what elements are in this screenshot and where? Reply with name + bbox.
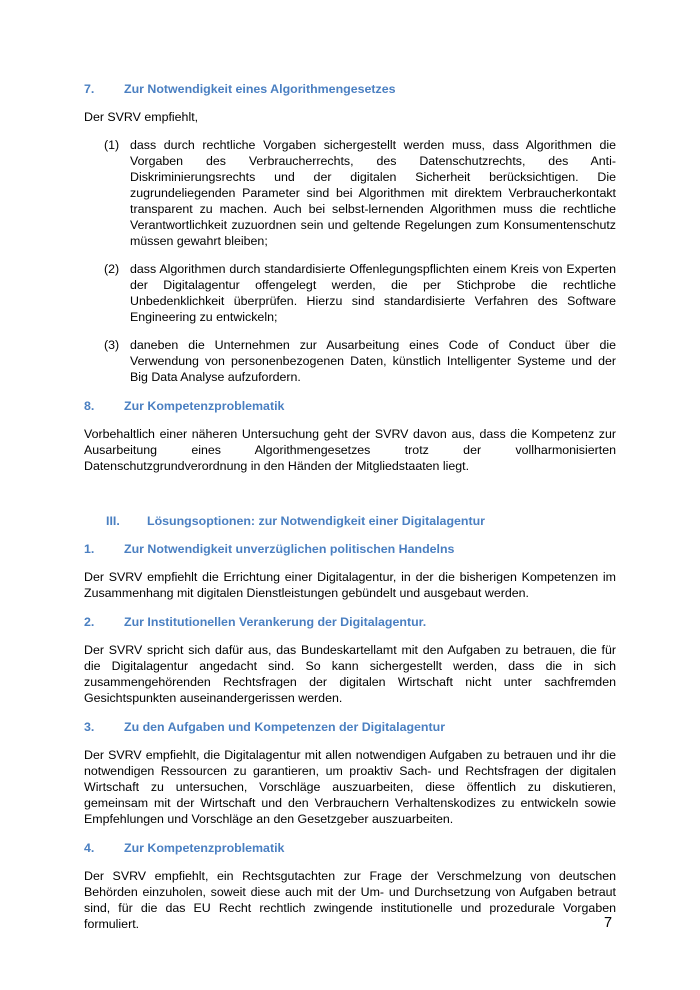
section-number: 4.	[84, 841, 95, 855]
list-text: daneben die Unternehmen zur Ausarbeitung eines Code of Conduct über die Verwendung von personenbezogenen Daten, künstlich Intelligenter Systeme und der Big Data Analyse aufzufordern.	[130, 338, 616, 384]
page-content	[84, 81, 616, 932]
list-item	[104, 137, 616, 249]
section-number: 1.	[84, 542, 95, 556]
section-title: Zur Kompetenzproblematik	[124, 399, 285, 413]
section-8-text: Vorbehaltlich einer näheren Untersuchung geht der SVRV davon aus, dass die Kompetenz zur Ausarbeitung eines Algorithmengesetzes trotz der vollharmonisierten Datenschutzgrundverordnung in den Händen der Mitgliedstaaten liegt.	[84, 427, 616, 473]
list-item	[104, 337, 616, 385]
section-title: Lösungsoptionen: zur Notwendigkeit einer Digitalagentur	[147, 514, 485, 528]
section-title: Zur Institutionellen Verankerung der Digitalagentur.	[124, 615, 427, 629]
list-item	[104, 261, 616, 325]
section-7-heading	[84, 81, 616, 97]
subsection-4-heading	[84, 840, 616, 856]
recommendation-list	[84, 137, 616, 385]
list-marker: (2)	[104, 262, 120, 276]
section-number: 7.	[84, 82, 95, 96]
list-marker: (1)	[104, 138, 120, 152]
subsection-1-text: Der SVRV empfiehlt die Errichtung einer Digitalagentur, in der die bisherigen Kompetenzen im Zusammenhang mit digitalen Dienstleistungen gebündelt und ausgebaut werden.	[84, 570, 616, 600]
section-7-intro: Der SVRV empfiehlt,	[84, 110, 199, 124]
section-title: Zur Notwendigkeit unverzüglichen politischen Handelns	[124, 542, 455, 556]
section-number: 2.	[84, 615, 95, 629]
section-number: 8.	[84, 399, 95, 413]
section-number: III.	[106, 514, 120, 528]
list-text: dass durch rechtliche Vorgaben sichergestellt werden muss, dass Algorithmen die Vorgaben des Verbraucherrechts, des Datenschutzrechts, des Anti-Diskriminierungsrechts und der digitalen Sicherheit berücksichtigen. Die zugrundeliegenden Parameter sind bei Algorithmen mit direktem Verbraucherkontakt transparent zu machen. Auch bei selbst-lernenden Algorithmen muss die rechtliche Verantwortlichkeit zuzuordnen sein und geltende Regelungen zum Konsumentenschutz müssen gewahrt bleiben;	[130, 138, 616, 248]
subsection-4-text: Der SVRV empfiehlt, ein Rechtsgutachten zur Frage der Verschmelzung von deutschen Behörden einzuholen, soweit diese auch mit der Um- und Durchsetzung von Aufgaben betraut sind, für die das EU Recht rechtlich zwingende institutionelle und prozedurale Vorgaben formuliert.	[84, 869, 616, 931]
list-marker: (3)	[104, 338, 120, 352]
section-title: Zur Notwendigkeit eines Algorithmengesetzes	[124, 82, 396, 96]
subsection-3-text: Der SVRV empfiehlt, die Digitalagentur mit allen notwendigen Aufgaben zu betrauen und ihr die notwendigen Ressourcen zu garantieren, um proaktiv Sach- und Rechtsfragen der digitalen Wirtschaft zu untersuchen, Vorschläge auszuarbeiten, diese öffentlich zu diskutieren, gemeinsam mit der Wirtschaft und den Verbrauchern Verhaltenskodizes zu entwickeln sowie Empfehlungen und Vorschläge an den Gesetzgeber auszuarbeiten.	[84, 748, 616, 826]
page-number: 7	[604, 915, 613, 931]
section-title: Zu den Aufgaben und Kompetenzen der Digitalagentur	[124, 720, 446, 734]
subsection-2-heading	[84, 614, 616, 630]
section-number: 3.	[84, 720, 95, 734]
subsection-3-heading	[84, 719, 616, 735]
list-text: dass Algorithmen durch standardisierte Offenlegungspflichten einem Kreis von Experten der Digitalagentur offengelegt werden, die per Stichprobe die rechtliche Unbedenklichkeit überprüfen. Hierzu sind standardisierte Verfahren des Software Engineering zu entwickeln;	[130, 262, 616, 324]
section-8-heading	[84, 398, 616, 414]
section-title: Zur Kompetenzproblematik	[124, 841, 285, 855]
subsection-2-text: Der SVRV spricht sich dafür aus, das Bundeskartellamt mit den Aufgaben zu betrauen, die für die Digitalagentur angedacht sind. So kann sichergestellt werden, dass die in sich zusammengehörenden Rechtsfragen der digitalen Wirtschaft nicht unter sachfremden Gesichtspunkten auseinandergerissen werden.	[84, 643, 616, 705]
section-III-heading	[84, 513, 616, 529]
subsection-1-heading	[84, 541, 616, 557]
